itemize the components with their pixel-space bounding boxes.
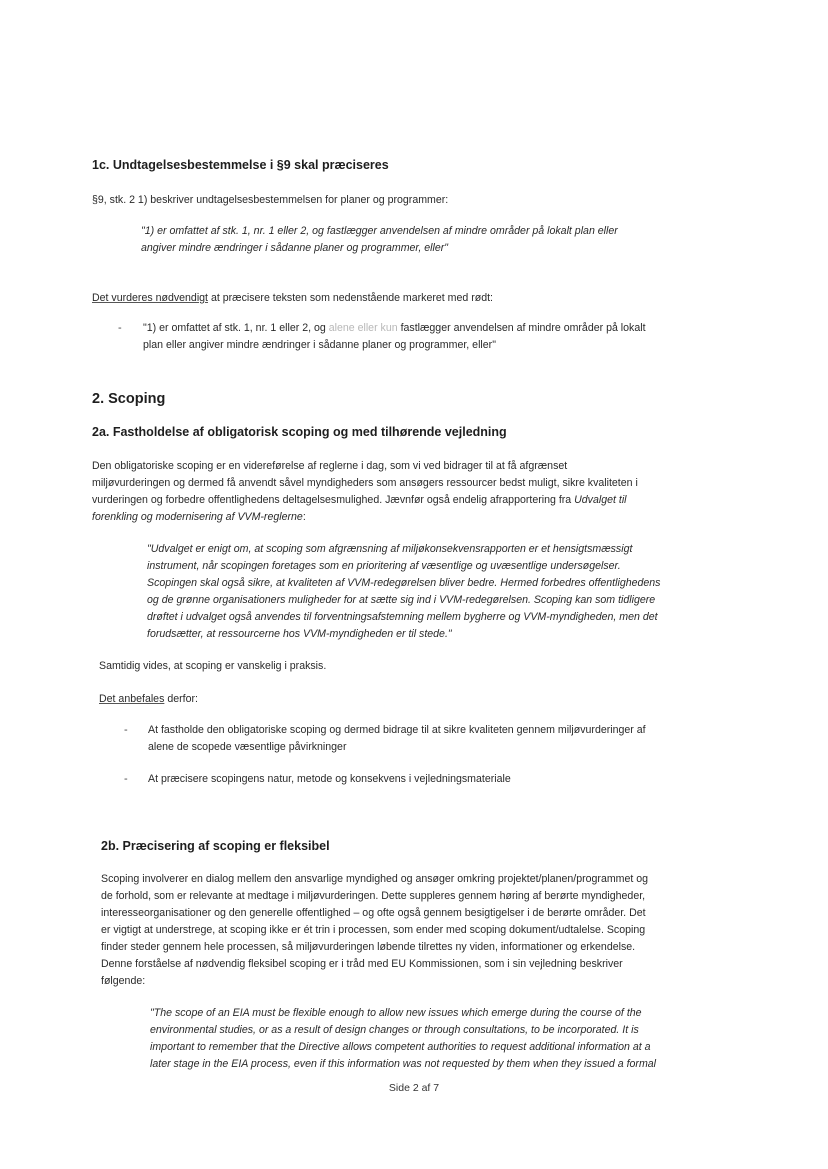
quote-2a-line-5: drøftet i udvalget også anvendes til forventningsafstemning mellem bygherre og VVM-myndigheden, men det	[147, 611, 658, 623]
bullet-1c-faint-text: alene eller kun	[328, 322, 398, 334]
paragraph-2a-simultaneous: Samtidig vides, at scoping er vanskelig i praksis.	[99, 660, 327, 672]
bullet-1c-line-2: plan eller angiver mindre ændringer i sådanne planer og programmer, eller"	[143, 339, 496, 351]
paragraph-2a-line-2: miljøvurderingen og dermed få anvendt såvel myndigheders som ansøgers ressourcer bedst muligt, sikre kvaliteten i	[92, 477, 638, 489]
bullet-1c-line-1	[143, 320, 646, 338]
paragraph-2b-line-1: Scoping involverer en dialog mellem den ansvarlige myndighed og ansøger omkring projektet/planen/programmet og	[101, 873, 649, 885]
quote-2a-line-4: og de grønne organisationers muligheder for at sætte sig ind i VVM-redegørelsen. Scoping kan som tidligere	[147, 594, 656, 606]
quote-2b-line-4: later stage in the EIA process, even if this information was not requested by them when they issued a formal	[150, 1058, 657, 1070]
quote-1c-line-2: angiver mindre ændringer i sådanne planer og programmer, eller"	[141, 242, 449, 254]
paragraph-2a-end: :	[302, 511, 306, 523]
bullet-dash: -	[124, 773, 128, 785]
assessment-rest: at præcisere teksten som nedenstående markeret med rødt:	[208, 292, 494, 304]
quote-2a-line-6: forudsætter, at ressourcerne hos VVM-myndigheden er til stede."	[147, 628, 452, 640]
paragraph-2a-italic-line: forenkling og modernisering af VVM-reglerne	[92, 511, 303, 523]
paragraph-2b-line-4: er vigtigt at understrege, at scoping ikke er ét trin i processen, som ender med scoping dokument/udtalelse. Scoping	[101, 924, 646, 936]
paragraph-2a-line-3	[92, 492, 627, 510]
quote-1c-line-1: "1) er omfattet af stk. 1, nr. 1 eller 2, og fastlægger anvendelsen af mindre områder på lokalt plan eller	[141, 225, 618, 237]
quote-2a-line-3: Scopingen skal også sikre, at kvaliteten af VVM-redegørelsen bliver bedre. Hermed forbedres offentlighedens	[147, 577, 661, 589]
assessment-lead: Det vurderes nødvendigt	[92, 292, 209, 304]
paragraph-2b-line-7: følgende:	[101, 975, 146, 987]
recommend-rest: derfor:	[164, 693, 198, 705]
quote-2a-line-1: "Udvalget er enigt om, at scoping som afgrænsning af miljøkonsekvensrapporten er et hensigtsmæssigt	[147, 543, 633, 555]
paragraph-2a-line-3-text: vurderingen og forbedre offentlighedens deltagelsesmulighed. Jævnfør også endelig afrapportering fra	[92, 494, 575, 506]
paragraph-2a-line-1: Den obligatoriske scoping er en videreførelse af reglerne i dag, som vi ved bidrager til at få afgrænset	[92, 460, 568, 472]
heading-1c: 1c. Undtagelsesbestemmelse i §9 skal præciseres	[92, 158, 389, 172]
quote-2b-line-2: environmental studies, or as a result of design changes or through consultations, to be incorporated. It is	[150, 1024, 639, 1036]
quote-2b-line-1: "The scope of an EIA must be flexible enough to allow new issues which emerge during the course of the	[150, 1007, 642, 1019]
bullet-1c-text-a: "1) er omfattet af stk. 1, nr. 1 eller 2, og	[143, 322, 329, 334]
bullet-2a-1-line-2: alene de scopede væsentlige påvirkninger	[148, 741, 347, 753]
paragraph-1c-assessment	[92, 290, 493, 308]
bullet-1c-text-b: fastlægger anvendelsen af mindre områder på lokalt	[397, 322, 646, 334]
heading-2b: 2b. Præcisering af scoping er fleksibel	[101, 839, 330, 853]
quote-2a-line-2: instrument, når scopingen foretages som en prioritering af væsentlige og uvæsentlige undersøgelser.	[147, 560, 621, 572]
paragraph-2b-line-5: finder steder gennem hele processen, så miljøvurderingen løbende tilrettes ny viden, informationer og erkendelse.	[101, 941, 636, 953]
paragraph-2b-line-6: Denne forståelse af nødvendig fleksibel scoping er i tråd med EU Kommissionen, som i sin vejledning beskriver	[101, 958, 623, 970]
paragraph-2a-italic-tail: Udvalget til	[574, 494, 627, 506]
bullet-dash: -	[124, 724, 128, 736]
quote-2b-line-3: important to remember that the Directive allows competent authorities to request additional information at a	[150, 1041, 651, 1053]
paragraph-2a-recommend	[99, 691, 198, 709]
bullet-2a-1-line-1: At fastholde den obligatoriske scoping og dermed bidrage til at sikre kvaliteten gennem miljøvurderinger af	[148, 724, 646, 736]
paragraph-2b-line-2: de forhold, som er relevante at medtage i miljøvurderingen. Dette suppleres gennem høring af berørte myndigheder,	[101, 890, 646, 902]
heading-2a: 2a. Fastholdelse af obligatorisk scoping og med tilhørende vejledning	[92, 425, 507, 439]
page-number: Side 2 af 7	[388, 1082, 440, 1094]
heading-2: 2. Scoping	[92, 391, 166, 407]
bullet-2a-2: At præcisere scopingens natur, metode og konsekvens i vejledningsmateriale	[148, 773, 511, 785]
paragraph-2a-line-4	[92, 509, 306, 527]
paragraph-2b-line-3: interesseorganisationer og den generelle offentlighed – og ofte også gennem besigtigelser i de berørte områder. Det	[101, 907, 646, 919]
paragraph-1c-intro: §9, stk. 2 1) beskriver undtagelsesbestemmelsen for planer og programmer:	[92, 194, 449, 206]
bullet-dash: -	[118, 322, 122, 334]
recommend-lead: Det anbefales	[99, 693, 165, 705]
